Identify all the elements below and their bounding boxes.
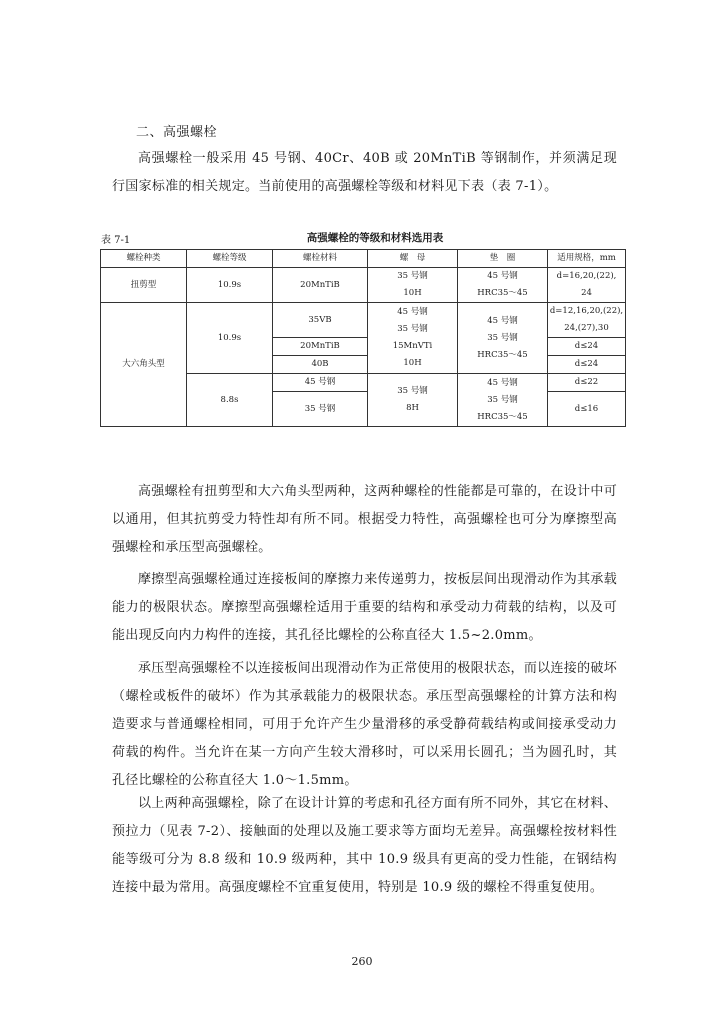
section-title: 二、高强螺栓 bbox=[136, 125, 218, 140]
paragraph-summary: 以上两种高强螺栓，除了在设计计算的考虑和孔径方面有所不同外，其它在材料、预拉力（见表 7-2）、接触面的处理以及施工要求等方面均无差异。高强螺栓按材料性能等级可分为 8.8 级和 10.9 级两种，其中 10.9 级具有更高的受力性能，在钢结构连接中最为常用。高强度螺栓不宜重复使用，特别是 10.9 级的螺栓不得重复使用。 bbox=[112, 796, 617, 895]
cell-text: HRC35～45 bbox=[477, 349, 528, 360]
header-bolt-material: 螺栓材料 bbox=[273, 250, 368, 268]
header-bolt-grade: 螺栓等级 bbox=[187, 250, 273, 268]
cell-text: 35 号钢 bbox=[397, 324, 428, 334]
table-header-row bbox=[101, 250, 626, 268]
cell-text: 45 号钢 bbox=[487, 271, 518, 281]
paragraph-bearing-type: 承压型高强螺栓不以连接板间出现滑动作为正常使用的极限状态，而以连接的破坏（螺栓或板件的破坏）作为其承载能力的极限状态。承压型高强螺栓的计算方法和构造要求与普通螺栓相同，可用于允许产生少量滑移的承受静荷载结构或间接承受动力荷载的构件。当允许在某一方向产生较大滑移时，可以采用长圆孔；当为圆孔时，其孔径比螺栓的公称直径大 1.0～1.5mm。 bbox=[112, 661, 617, 788]
cell-text: 10H bbox=[403, 358, 422, 368]
cell-hex-spec-b2: d≤16 bbox=[548, 392, 626, 427]
cell-text: d=12,16,20,(22), bbox=[549, 306, 624, 316]
cell-text: 35 号钢 bbox=[487, 394, 518, 405]
cell-shear-type: 扭剪型 bbox=[101, 268, 187, 303]
intro-paragraph: 高强螺栓一般采用 45 号钢、40Cr、40B 或 20MnTiB 等钢制作，并须满足现行国家标准的相关规定。当前使用的高强螺栓等级和材料见下表（表 7-1）。 bbox=[112, 151, 617, 194]
page-number: 260 bbox=[351, 955, 373, 968]
cell-hex-grade-a: 10.9s bbox=[187, 303, 273, 374]
table-title: 高强螺栓的等级和材料选用表 bbox=[306, 232, 444, 244]
table-row-shear bbox=[101, 268, 626, 303]
cell-text: 45 号钢 bbox=[487, 315, 518, 326]
cell-text: 24 bbox=[581, 288, 592, 298]
cell-text: HRC35～45 bbox=[477, 288, 528, 298]
cell-hex-washer-b bbox=[458, 374, 548, 427]
cell-text: 10H bbox=[403, 288, 422, 298]
cell-hex-mat-a2: 20MnTiB bbox=[273, 338, 368, 356]
cell-hex-mat-a1: 35VB bbox=[273, 303, 368, 338]
header-bolt-type: 螺栓种类 bbox=[101, 250, 187, 268]
header-nut: 螺 母 bbox=[368, 250, 458, 268]
cell-text: 35 号钢 bbox=[397, 386, 428, 396]
cell-hex-spec-a1 bbox=[548, 303, 626, 338]
cell-text: 35 号钢 bbox=[487, 332, 518, 343]
cell-hex-nut-b bbox=[368, 374, 458, 427]
paragraph-bolt-types: 高强螺栓有扭剪型和大六角头型两种，这两种螺栓的性能都是可靠的，在设计中可以通用，但其抗剪受力特性却有所不同。根据受力特性，高强螺栓也可分为摩擦型高强螺栓和承压型高强螺栓。 bbox=[112, 484, 617, 555]
cell-hex-mat-b1: 45 号钢 bbox=[273, 374, 368, 392]
cell-hex-mat-a3: 40B bbox=[273, 356, 368, 374]
cell-hex-nut-a bbox=[368, 303, 458, 374]
cell-text: 45 号钢 bbox=[487, 377, 518, 388]
cell-hex-grade-b: 8.8s bbox=[187, 374, 273, 427]
cell-shear-washer bbox=[458, 268, 548, 303]
cell-shear-material: 20MnTiB bbox=[273, 268, 368, 303]
cell-shear-grade: 10.9s bbox=[187, 268, 273, 303]
cell-shear-nut bbox=[368, 268, 458, 303]
cell-shear-spec bbox=[548, 268, 626, 303]
bolt-grade-table bbox=[100, 249, 626, 427]
cell-hex-type: 大六角头型 bbox=[101, 303, 187, 427]
cell-hex-mat-b2: 35 号钢 bbox=[273, 392, 368, 427]
cell-text: 24,(27),30 bbox=[564, 323, 609, 333]
cell-hex-washer-a bbox=[458, 303, 548, 374]
header-washer: 垫 圈 bbox=[458, 250, 548, 268]
cell-text: 15MnVTi bbox=[392, 341, 433, 351]
paragraph-friction-type: 摩擦型高强螺栓通过连接板间的摩擦力来传递剪力，按板层间出现滑动作为其承载能力的极限状态。摩擦型高强螺栓适用于重要的结构和承受动力荷载的结构，以及可能出现反向内力构件的连接，其孔径比螺栓的公称直径大 1.5~2.0mm。 bbox=[112, 572, 617, 643]
cell-hex-spec-a3: d≤24 bbox=[548, 356, 626, 374]
table-label: 表 7-1 bbox=[101, 235, 131, 246]
header-spec: 适用规格，mm bbox=[548, 250, 626, 268]
cell-text: HRC35～45 bbox=[477, 411, 528, 422]
cell-text: 35 号钢 bbox=[397, 271, 428, 281]
cell-hex-spec-b1: d≤22 bbox=[548, 374, 626, 392]
cell-text: d=16,20,(22), bbox=[556, 271, 617, 281]
cell-hex-spec-a2: d≤24 bbox=[548, 338, 626, 356]
cell-text: 8H bbox=[406, 403, 419, 413]
cell-text: 45 号钢 bbox=[397, 307, 428, 317]
